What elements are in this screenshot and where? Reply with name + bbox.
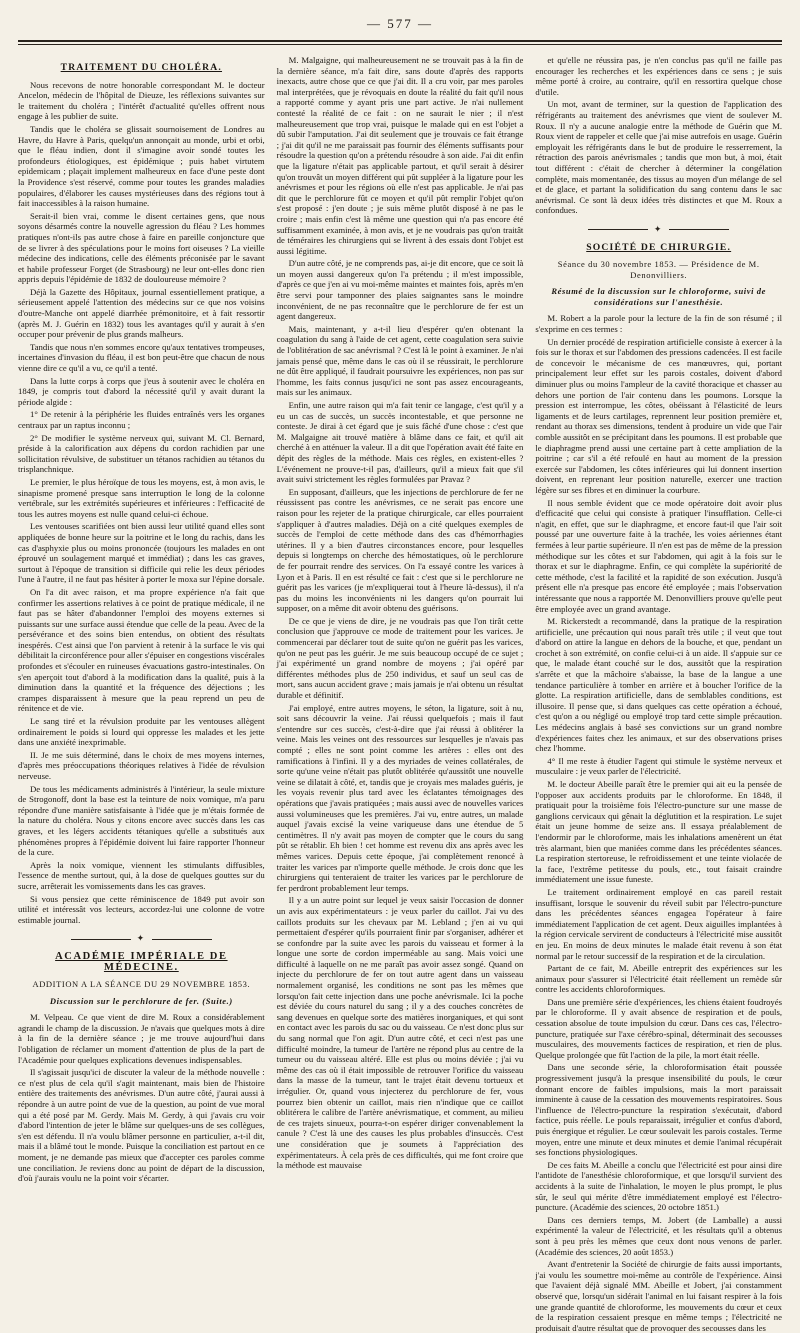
paragraph: M. Velpeau. Ce que vient de dire M. Roux a considérablement agrandi le champ de la discussion. Je n'avais que quelques mots à dire à la fin de la dernière séance ; je me trouve aujourd'hui dans l'obligation de réclamer un moment d'attention de plus de la part de l'Académie pour quelques explications devenues indispensables.	[18, 1012, 265, 1065]
paragraph: 2° De modifier le système nerveux qui, suivant M. Cl. Bernard, préside à la calorification aux dépens du cordon rachidien par une sollicitation révulsive, de substituer un tétanos rachidien au tétanos du trisplanchnique.	[18, 432, 265, 475]
article-body-society	[535, 313, 782, 1333]
paragraph: II. Je me suis déterminé, dans le choix de mes moyens internes, d'après mes préoccupations théoriques relatives à l'idée de révulsion nerveuse.	[18, 749, 265, 781]
paragraph: 4° Il me reste à étudier l'agent qui stimule le système nerveux et musculaire : je veux parler de l'électricité.	[535, 755, 783, 777]
paragraph: On l'a dit avec raison, et ma propre expérience n'a fait que confirmer les assertions relatives à ce point de pratique médicale, il ne faut pas se hâter d'abandonner l'emploi des moyens externes si puissants sur une surface aussi étendue que celle de la peau. Avec de la persévérance et des soins bien entendus, on obtient des résultats inespérés. C'est ainsi que l'on parvient à retenir à la surface le vis qui débilitait la circonférence pour aller s'épuiser en congestions viscérales profondes et s'écouler en ruineuses évacuations gastro-intestinales. On s'en aperçoit tout d'abord à la modification dans la qualité, puis à la diminution dans la quantité et la fréquence des déjections ; les crampes disparaissent à mesure que la peau reprend un peu de rénitence et de vie.	[18, 586, 265, 714]
summary-title: Résumé de la discussion sur le chloroforme, suivi de considérations sur l'anesthésie.	[551, 286, 767, 307]
paragraph: Le traitement ordinairement employé en cas pareil restait insuffisant, lorsque le souvenir du réveil subit par l'électro-puncture dans les précédentes séances engagea l'opérateur à faire immédiatement l'application de cet agent. Deux aiguilles implantées à la région cervicale servirent de conducteurs à l'électricité mise aussitôt en jeu. En moins de deux minutes le malade était revenu à son état normal par le retour successif de la respiration et de la circulation.	[535, 886, 783, 961]
columns	[18, 55, 783, 1333]
page-number: — 577 —	[367, 16, 433, 31]
paragraph: Un dernier procédé de respiration artificielle consiste à exercer à la fois sur le thorax et sur l'abdomen des pressions cadencées. Il est facile de concevoir le mécanisme de ces manœuvres, qui, portant principalement leur effet sur les parois costales, doivent d'abord diminuer plus ou moins l'ampleur de la cavité thoracique et chasser au dehors une portion de l'air contenu dans les poumons. Lorsque la pression est interrompue, les côtes, obéissant à l'élasticité de leurs ligaments et de leurs cartilages, reprennent leur position première et, rendant au thorax ses dimensions, tendent à produire un vide que l'air comble aussitôt en se précipitant dans les poumons. Il est probable que le diaphragme prend aussi une certaine part à cette ampliation de la poitrine ; car s'il a été refoulé en haut au moment de la pression exercée sur l'abdomen, les côtes inférieures qui lui donnent insertion doivent, en reprenant leur position naturelle, exercer une traction légère sur ses fibres et en diminuer la courbure.	[535, 336, 783, 495]
paragraph: J'ai employé, entre autres moyens, le séton, la ligature, soit à nu, soit sans découvrir la veine. J'ai réussi quelquefois ; mais il faut s'entendre sur ces succès, c'est-à-dire que j'ai réussi à oblitérer la veine. Mais les veines ont des ressources sur lesquelles je n'avais pas compté ; elles ne sont point comme les artères : elles ont des ramifications à l'infini. Il y a des myriades de veines collatérales, de sorte qu'une veine n'était pas plutôt oblitérée qu'aussitôt une nouvelle veine se dilatait à côté, et, tandis que je croyais mes malades guéris, je les voyais revenir plus tard avec les éclatantes témoignages des opérations que j'avais pratiquées ; mais aussi avec de nouvelles varices aussi volumineuses que les premières. J'ai vu, entre autres, un malade auquel j'avais excisé la veine variqueuse dans une étendue de 5 centimètres. Il n'y avait pas moyen de compter que le cours du sang pût se rétablir. Eh bien ! cet homme est revenu dix ans après avec les mêmes varices. Depuis cette époque, j'ai complètement renoncé à traiter les varices par n'importe quelle méthode. Je crois donc que les chirurgiens qui tenteraient de traiter les varices par le perchlorure de fer perdront probablement leur temps.	[276, 702, 524, 893]
paragraph: M. Robert a la parole pour la lecture de la fin de son résumé ; il s'exprime en ces termes :	[535, 313, 783, 335]
society-title: SOCIÉTÉ DE CHIRURGIE.	[586, 241, 732, 253]
paragraph: Le sang tiré et la révulsion produite par les ventouses allègent ordinairement le poids si lourd qui oppresse les malades et les jette dans une anxiété inexprimable.	[18, 716, 265, 748]
paragraph: Enfin, une autre raison qui m'a fait tenir ce langage, c'est qu'il y a eu un cas de succès, un succès incontestable, et que personne ne conteste. Je dirai à cet égard que je suis fâché d'une chose : c'est que M. Malgaigne ait trouvé matière à blâme dans ce fait, et qu'il ait cherché à en atténuer la valeur. Il a dit que l'opération avait été faite en dépit des règles de la méthode. Mais ces règles, en existent-elles ? L'événement ne prouve-t-il pas, d'ailleurs, qu'il a mieux fait que s'il avait suivi strictement les règles formulées par Pravaz ?	[276, 400, 524, 485]
article-body-continued	[277, 55, 524, 1171]
paragraph: Dans une seconde série, la chloroformisation était poussée progressivement jusqu'à la presque insensibilité du pouls, le cœur donnant encore de faibles impulsions, mais la mort paraissait imminente à cause de la cessation des mouvements respiratoires. Sous l'influence de l'électro-puncture la respiration s'exécutait, d'abord factice, puis réelle. Le pouls reparaissait, irrégulier et confus d'abord, puis énergique et régulier. Le cœur soulevait les parois costales. Terme moyen, entre une minute et deux minutes et demie l'animal récupérait ses fonctions physiologiques.	[535, 1062, 783, 1158]
column-1	[18, 55, 265, 1184]
column-3	[535, 55, 783, 1333]
article-body-conclusion	[535, 55, 782, 216]
paragraph: Dans la lutte corps à corps que j'eus à soutenir avec le choléra en 1849, je compris tout d'abord la nécessité qu'il y avait durant la période algide :	[18, 375, 265, 407]
header-rule	[18, 40, 782, 45]
paragraph: Avant d'entretenir la Société de chirurgie de faits aussi importants, j'ai voulu les soumettre moi-même au contrôle de l'expérience. Ainsi que l'avaient déjà signalé MM. Abeille et Jobert, j'ai constamment observé que, lorsqu'un sidérait l'animal en lui faisant respirer à la fois une grande quantité de chloroforme, les mouvements du cœur et ceux de la respiration cessaient presque en même temps ; l'électricité ne produisait d'autre résultat que de provoquer des secousses dans les	[535, 1259, 783, 1333]
paragraph: Il y a un autre point sur lequel je veux saisir l'occasion de donner un avis aux expérimentateurs : je veux parler du caillot. J'ai vu des caillots produits sur les chevaux par M. Lebland ; j'en ai vu qui permettaient d'espérer qu'ils pourraient finir par s'organiser, adhérer et se confondre par la suite avec les parois du vaisseau et former à la longue une sorte de cordon imperméable au sang. Mais voici une difficulté à laquelle on ne me paraît pas avoir assez songé. Quand on injecte du perchlorure de fer on tout autre agent dans un vaisseau normalement organisé, les conditions ne sont pas les mêmes que lorsqu'on fait cette injection dans une poche anévrismale. Ici la poche est déviée du cours naturel du sang ; il y a des couches concrètes de sang devenues en quelque sorte des matières inorganiques, et qui sont en contact avec les parois du sac ou du vaisseau. Ce n'est donc plus sur du sang normal que l'on agit. D'un autre côté, et ceci n'est pas une difficulté moindre, la tumeur de l'artère ne répond plus au centre de la tumeur ou du vaisseau altéré. Elle est plus ou moins déviée ; j'ai vu même des cas où il était impossible de retrouver l'orifice du vaisseau dans la masse de la tumeur, tant le trajet était devenu tortueux et irrégulier. Or, quand vous injecterez du perchlorure de fer, vous pourrez bien obtenir un caillot, mais rien n'indique que ce caillot oblitérera le calibre de l'artère anévrismatique, et comment, au milieu de ces trajets sinueux, pourra-t-on espérer diriger convenablement la canule ? C'est là une des causes les plus probables d'insuccès. C'est une considération que je soumets à l'appréciation des expérimentateurs. À cela près de ces difficultés, qui me font croire que la méthode est mauvaise	[276, 895, 524, 1171]
paragraph: M. Malgaigne, qui malheureusement ne se trouvait pas à la fin de la dernière séance, m'a fait dire, sans doute d'après des rapports inexacts, autre chose que ce que j'ai dit. Il a cru voir, par mes paroles mal interprétées, que je révoquais en doute la réalité du fait qu'il nous a rapporté comme y ayant pris une part active. Je n'ai nullement contesté la réalité de ce fait : on ne saurait le nier ; il n'est malheureusement que trop vrai, puisque le malade qui en est l'objet a dû subir l'amputation. J'ai dit seulement que je trouvais ce fait étrange ; j'ai dit qu'il ne me paraissait pas fournir des éléments suffisants pour résoudre la question qu'on a prétendu résoudre à son aide. J'ai dit enfin que la ligature n'était pas applicable partout, et qu'il serait à désirer qu'on trouvât un moyen différent qui pût suppléer à la ligature pour les anévrismes et pour les régions où elle n'est pas applicable. Je n'ai pas dit que le perchlorure fût ce moyen et qu'il pût remplir l'objet qu'on s'est proposé : j'en doute ; je suis même plutôt disposé à ne pas le croire ; mais enfin c'est là même une question qui n'a pas encore été suffisamment examinée, à mon avis, et je ne voudrais pas qu'on traitât de téméraires les chirurgiens qui se livrent à des essais dont l'objet est aussi légitime.	[276, 55, 524, 256]
paragraph: Nous recevons de notre honorable correspondant M. le docteur Ancelon, médecin de l'hôpital de Dieuze, les réflexions suivantes sur le traitement du choléra ; l'intérêt d'actualité qu'elles offrent nous engage à les publier de suite.	[18, 79, 265, 122]
section-divider-2: ✦	[535, 224, 782, 235]
paragraph: De ces faits M. Abeille a conclu que l'électricité est pour ainsi dire l'antidote de l'anesthésie chloroformique, et que lorsqu'il survient des accidents à la suite de l'inhalation, le moyen le plus prompt, le plus sûr, le seul qui mérite d'être immédiatement employé est l'électro-puncture. (Académie des sciences, 20 octobre 1851.)	[535, 1159, 783, 1213]
paragraph: 1° De retenir à la périphérie les fluides entraînés vers les organes centraux par un raptus inconnu ;	[18, 409, 265, 430]
society-session: Séance du 30 novembre 1853. — Présidence de M. Denonvilliers.	[557, 259, 760, 280]
paragraph: De tous les médicaments administrés à l'intérieur, la seule mixture de Strogonoff, dont la base est la teinture de noix vomique, m'a paru répondre d'une manière satisfaisante à l'idée que je m'étais formée de la nature du choléra. Nous y citons encore avec succès dans les cas graves, et les légers accidents tétaniques qu'elle a substitués aux phénomènes propres à l'épidémie doivent lui faire rapporter l'honneur de la cure.	[18, 783, 265, 858]
paragraph: M. Rickerstedt a recommandé, dans la pratique de la respiration artificielle, une précaution qui nous paraît très utile ; il veut que tout d'abord on attire la langue en dehors de la bouche, et que, pendant un crochet à son extrémité, on confie celui-ci à un aide. Il s'appuie sur ce que, le malade étant couché sur le dos, aussitôt que la respiration s'arrête et que la mâchoire s'abaisse, la base de la langue a une tendance particulière à tomber en arrière et à boucher l'orifice de la glotte. La respiration artificielle, dans de semblables conditions, est illusoire. Il pense que, si dans quelques cas cette opération a échoué, c'est qu'on a ou négligé ou employé trop tard cette simple précaution. Les médecins anglais à basé ses convictions sur un grand nombre d'expériences faites chez les animaux, et sur des observations prises chez l'homme.	[535, 616, 783, 754]
paragraph: Un mot, avant de terminer, sur la question de l'application des réfrigérants au traitement des anévrismes que vient de soulever M. Roux. Il n'y a aucune analogie entre la méthode de Guérin que M. Roux vient de rappeler et celle que j'ai mise autrefois en usage. Guérin employait les réfrigérants dans le but de produire le resserrement, la rétraction des parois anévrismales ; tandis que mon but, à moi, était tout différent : c'était de chercher à déterminer la congélation complète, mais momentanée, des tissus au moyen d'un mélange de sel et de glace, et partant la solidification du sang contenu dans le sac anévrismal. Ce sont là deux idées très distinctes et que M. Roux a confondues.	[535, 99, 783, 216]
paragraph: Tandis que le choléra se glissait sournoisement de Londres au Havre, du Havre à Paris, quelqu'un annonçait au monde, urbi et orbi, que le fléau indien, dont il s'imagine avoir sondé toutes les profondeurs étiologiques, est épidémique ; puis habet virtutem epidemicam ; plaçait implement malheureux en face d'une peste dont la Providence s'est réservé, comme pour toutes les grandes maladies populaires, d'élaborer les causes mystérieuses dans des régions tout à fait inaccessibles à la raison humaine.	[18, 123, 265, 209]
paragraph: Les ventouses scarifiées ont bien aussi leur utilité quand elles sont appliquées de bonne heure sur la poitrine et le long du rachis, dans les cas d'asphyxie plus ou moins prononcée (toujours les malades en ont éprouvé un soulagement marqué et immédiat) ; dans les cas graves, surtout à l'époque de transition si difficile qui relie les deux périodes l'une à l'autre, il ne faut pas hésiter à porter le moxa sur l'épine dorsale.	[18, 521, 265, 585]
session-subtitle: ADDITION A LA SÉANCE DU 29 NOVEMBRE 1853.	[32, 979, 251, 990]
article-body-cholera	[18, 80, 265, 926]
section-divider: ✦	[18, 933, 265, 944]
paragraph: Il s'agissait jusqu'ici de discuter la valeur de la méthode nouvelle : ce n'est plus de cela qu'il s'agit maintenant, mais bien de l'histoire entière des traitements des anévrismes. D'un autre côté, j'aurai aussi à répondre à un autre point de vue de la question, au point de vue moral qui a été posé par M. Gerdy. Mais M. Gerdy, à qui j'avais cru voir d'abord l'intention de jeter le blâme sur quelques-uns de ses collègues, s'en est défendu. Il n'a voulu blâmer personne en particulier, a-t-il dit, mais il a blâmé tout le monde. Puisque la conciliation est partout en ce moment, je ne demande pas mieux que d'accepter ces paroles comme une conciliation. Je reviens donc au point de départ de la discussion, d'où j'aurais voulu ne la point voir s'écarter.	[18, 1067, 265, 1184]
paragraph: Après la noix vomique, viennent les stimulants diffusibles, l'essence de menthe surtout, qui, à la dose de quelques gouttes sur du sucre, arrêterait les vomissements dans les cas graves.	[18, 859, 265, 891]
paragraph: Mais, maintenant, y a-t-il lieu d'espérer qu'en obtenant la coagulation du sang à l'aide de cet agent, cette coagulation sera suivie de l'oblitération de sac anévrismal ? C'est là le point à examiner. Je n'ai jamais pensé que, même dans le cas où il se réussirait, le perchlorure ne dût être appliqué, il faudrait poursuivre les expériences, non pas sur l'homme, les faits connus jusqu'ici ne sont pas assez encourageants, mais sur les animaux.	[276, 323, 524, 398]
column-2	[277, 55, 524, 1175]
paragraph: Déjà la Gazette des Hôpitaux, journal essentiellement pratique, a sérieusement appelé l'attention des médecins sur ce que nos voisins d'outre-Manche ont appelé diarrhée prémonitoire, et à fait ressortir (après M. J. Guérin en 1832) tous les avantages qu'il y aurait à s'en occuper pour prévenir de plus grands malheurs.	[18, 286, 265, 340]
paragraph: Il nous semble évident que ce mode opératoire doit avoir plus d'efficacité que celui qui consiste à pratiquer l'insufflation. Celle-ci n'agit, en effet, que sur le diaphragme, et encore faut-il que l'air soit poussé par une ouverture faite à la trachée, les voies aériennes étant fermées à leur partie supérieure. Il n'en est pas de même de la pression méthodique sur les côtes et sur l'abdomen, qui agit à la fois sur le thorax et sur le diaphragme. Enfin, ce qui complète la supériorité de cette méthode, c'est la facilité et la rapidité de son exécution. Jusqu'à présent elle n'a presque pas encore été employée ; mais l'observation intéressante que nous a rapportée M. Denonvilliers prouve qu'elle peut être employée avec un grand avantage.	[535, 497, 783, 614]
paragraph: M. le docteur Abeille paraît être le premier qui ait eu la pensée de l'opposer aux accidents produits par le chloroforme. En 1848, il pratiquait pour la troisième fois l'électro-puncture sur une masse de ganglions cervicaux qui gênait la déglutition et la respiration. Le sujet était un jeune homme de seize ans. Il essaya préalablement de l'endormir par le chloroforme, mais les inhalations amenèrent un état très alarmant, bien que maniées comme dans les précédentes séances. La respiration stertoreuse, le refroidissement et une teinte violacée de la face, l'extrême petitesse du pouls, etc., tout faisait craindre immédiatement une issue funeste.	[535, 779, 783, 885]
paragraph: Dans ces derniers temps, M. Jobert (de Lamballe) a aussi expérimenté la valeur de l'électricité, et les résultats qu'il a obtenus sont à peu près les mêmes que ceux dont nous venons de parler. (Académie des sciences, 20 août 1853.)	[535, 1214, 783, 1257]
paragraph: En supposant, d'ailleurs, que les injections de perchlorure de fer ne réussissent pas contre les anévrismes, ce ne serait pas encore une raison pour les rejeter de la pratique chirurgicale, car elles pourraient s'appliquer à d'autres maladies. Déjà on a cité quelques exemples de succès de l'emploi de cette méthode dans des cas d'hémorrhagies utérines. Il y a bien d'autres circonstances encore, pour lesquelles depuis si longtemps on cherche des hémostatiques, où le perchlorure de fer pourrait rendre des services. On l'a essayé contre les varices à Lyon et à Paris. Il en est résulté ce fait : c'est que si le perchlorure ne guérit pas les varices (je m'expliquerai tout à l'heure là-dessus), il n'a pas du moins les inconvénients ni les dangers qu'on pourrait lui supposer, on a même dit avoir obtenu des guérisons.	[276, 486, 524, 614]
discussion-title: Discussion sur le perchlorure de fer. (Suite.)	[49, 995, 233, 1006]
paragraph: et qu'elle ne réussira pas, je n'en conclus pas qu'il ne faille pas encourager les recherches et les expériences dans ce sens ; je suis même porté à croire, au contraire, qu'il en ressortira quelque chose d'utile.	[535, 55, 783, 97]
paragraph: De ce que je viens de dire, je ne voudrais pas que l'on tirât cette conclusion que j'approuve ce mode de traitement pour les varices. Je commencerai par déclarer tout de suite qu'on ne guérit pas les varices, qu'on ne peut pas les guérir. Je me suis beaucoup occupé de ce sujet ; j'ai expérimenté un grand nombre de moyens ; j'ai opéré par différentes méthodes plus de 250 individus, et sauf un seul cas de mort, sans aucun accident grave ; mais jamais je n'ai obtenu un résultat durable et définitif.	[276, 615, 524, 701]
paragraph: Tandis que nous n'en sommes encore qu'aux tentatives trompeuses, incertaines d'invasion du fléau, il est bon peut-être que chacun de nous vienne dire ce qu'il a vu, ce qu'il a tenté.	[18, 341, 265, 374]
paragraph: Si vous pensiez que cette réminiscence de 1849 put avoir son utilité et intéressât vos lecteurs, accordez-lui une colonne de votre estimable journal.	[18, 893, 265, 925]
paragraph: Serait-il bien vrai, comme le disent certaines gens, que nous soyons désarmés contre la nouvelle agression du fléau ? Les hommes pratiques n'ont-ils pas autre chose à faire en pareille conjoncture que de se livrer à des spéculations pour le moins fort oiseuses ? La vieille médecine des indications, celle des éléments préconisée par le savant et habile professeur Forget (de Strasbourg) ne leur ont-elles donc rien appris depuis l'épidémie de 1832 de douloureuse mémoire ?	[18, 210, 265, 285]
paragraph: Dans une première série d'expériences, les chiens étaient foudroyés par le chloroforme. Il y avait absence de respiration et de pouls, cessation absolue de toute impulsion du cœur. Dans ces cas, l'électro-puncture, pratiquée sur l'axe cérébro-spinal, déterminait des secousses musculaires, des mouvements factices de respiration, et rien de plus. Quelque prolongée que fût l'action de la pile, la mort était réelle.	[535, 996, 783, 1060]
paragraph: Le premier, le plus héroïque de tous les moyens, est, à mon avis, le sinapisme promené presque sans interruption le long de la colonne vertébrale, sur les extrémités supérieures et inférieures : l'efficacité de tous les autres moyens est nulle quand celui-ci échoue.	[18, 476, 265, 519]
paragraph: Partant de ce fait, M. Abeille entreprit des expériences sur les animaux pour s'assurer si l'électricité était réellement un remède sûr contre les accidents chloroformiques.	[535, 963, 783, 995]
article-body-academie	[18, 1012, 265, 1184]
paragraph: D'un autre côté, je ne comprends pas, ai-je dit encore, que ce soit là un moyen aussi dangereux qu'on l'a prétendu ; il m'est impossible, d'après ce que j'en ai vu moi-même maintes et maintes fois, après m'en être servi pour tamponner des plaies saignantes sans le moindre inconvénient, de ne pas reconnaître que le perchlorure de fer est un agent dangereux.	[276, 258, 524, 322]
article-title-academie: ACADÉMIE IMPÉRIALE DE MÉDECINE.	[55, 950, 228, 973]
article-title-cholera: TRAITEMENT DU CHOLÉRA.	[60, 62, 223, 73]
